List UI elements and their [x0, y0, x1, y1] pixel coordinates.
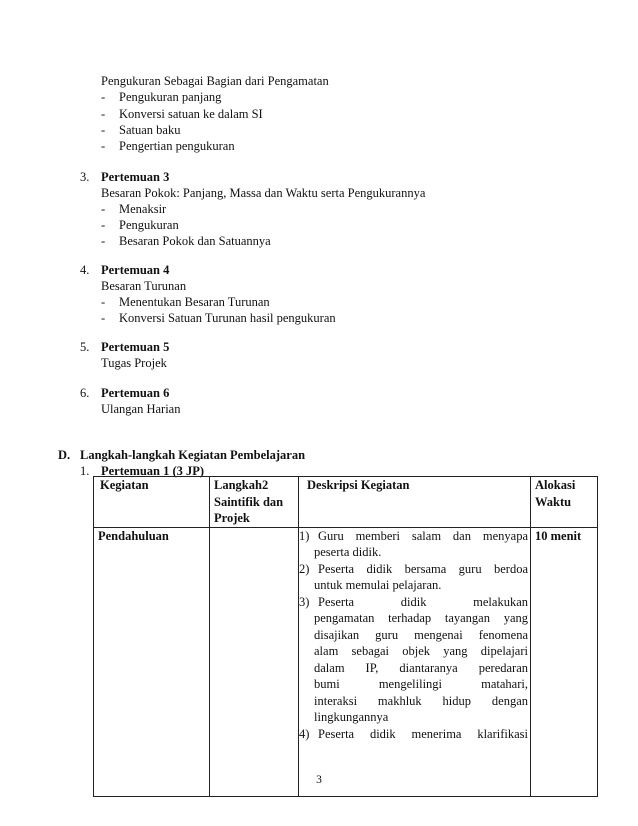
meeting-title: Pertemuan 4: [101, 263, 170, 277]
list-item: [101, 201, 166, 218]
header-langkah-line1: Langkah2: [214, 478, 269, 492]
meeting-number: 3.: [80, 170, 90, 184]
intro-list-item: [101, 138, 235, 155]
description-line: [299, 660, 528, 677]
activity-table: [93, 476, 598, 797]
header-kegiatan: Kegiatan: [94, 477, 210, 528]
list-dash: -: [101, 107, 106, 121]
list-dash: -: [101, 139, 106, 153]
list-dash: -: [101, 234, 106, 248]
meeting-subtitle: Ulangan Harian: [101, 402, 181, 416]
description-line: [299, 528, 528, 545]
list-item: [101, 217, 179, 234]
list-dash: -: [101, 123, 106, 137]
description-number: [299, 709, 314, 726]
list-dash: -: [101, 218, 106, 232]
header-alokasi-line1: Alokasi: [535, 478, 576, 492]
description-text: interaksi makhluk hidup dengan: [314, 693, 528, 708]
list-item-text: Konversi satuan ke dalam SI: [119, 107, 263, 121]
description-text: Peserta didik bersama guru berdoa: [318, 561, 528, 576]
meeting-subtitle: Besaran Turunan: [101, 279, 187, 293]
list-item: [101, 310, 336, 327]
header-langkah-line2: Saintifik dan: [214, 494, 284, 509]
list-item-text: Pengukuran panjang: [119, 90, 222, 104]
meeting-title: Pertemuan 5: [101, 340, 170, 354]
intro-list-item: [101, 106, 263, 123]
description-number: [299, 693, 314, 710]
subsection-title: Pertemuan 1 (3 JP): [101, 464, 205, 478]
subsection-num: 1.: [80, 464, 90, 478]
list-dash: -: [101, 202, 106, 216]
description-line: [299, 726, 528, 743]
cell-kegiatan: Pendahuluan: [94, 527, 210, 796]
description-text: dalam IP, diantaranya peredaran: [314, 660, 528, 675]
description-line: [299, 627, 528, 644]
list-dash: -: [101, 311, 106, 325]
description-line: [299, 610, 528, 627]
description-list: [299, 528, 528, 796]
description-number: 3): [299, 594, 310, 609]
intro-list-item: [101, 122, 180, 139]
page-number: 3: [316, 774, 322, 786]
header-alokasi: [531, 477, 598, 528]
description-text: lingkungannya: [314, 710, 389, 724]
meeting-title: Pertemuan 6: [101, 386, 170, 400]
description-line: [299, 594, 528, 611]
cell-alokasi: 10 menit: [531, 527, 598, 796]
description-number: [299, 577, 314, 594]
description-number: [299, 627, 314, 644]
section-d-title: Langkah-langkah Kegiatan Pembelajaran: [80, 448, 306, 462]
list-item-text: Pengukuran: [119, 218, 179, 232]
list-item-text: Pengertian pengukuran: [119, 139, 235, 153]
cell-langkah: [210, 527, 299, 796]
table-row: [94, 527, 598, 796]
section-d-letter: D.: [58, 448, 71, 462]
meeting-number: 4.: [80, 263, 90, 277]
description-line: [299, 693, 528, 710]
meeting-subtitle: Tugas Projek: [101, 356, 167, 370]
meeting-subtitle: Besaran Pokok: Panjang, Massa dan Waktu serta Pengukurannya: [101, 186, 426, 200]
meeting-number: 6.: [80, 386, 90, 400]
header-alokasi-line2: Waktu: [535, 494, 572, 509]
description-text: alam sebagai objek yang dipelajari: [314, 644, 528, 658]
description-line: [299, 544, 528, 561]
description-text: Guru memberi salam dan menyapa: [318, 528, 528, 543]
list-item-text: Menaksir: [119, 202, 167, 216]
table-header-row: [94, 477, 598, 528]
description-number: 2): [299, 561, 310, 576]
list-item-text: Konversi Satuan Turunan hasil pengukuran: [119, 311, 336, 325]
description-number: [299, 676, 314, 693]
description-text: bumi mengelilingi matahari,: [314, 677, 528, 691]
description-number: [299, 610, 314, 627]
description-line: [299, 577, 528, 594]
header-langkah: [210, 477, 299, 528]
description-text: Peserta didik menerima klarifikasi: [318, 726, 528, 741]
description-line: [299, 709, 528, 726]
description-number: 1): [299, 528, 310, 543]
header-deskripsi: Deskripsi Kegiatan: [299, 477, 531, 528]
meeting-title: Pertemuan 3: [101, 170, 170, 184]
list-dash: -: [101, 295, 106, 309]
list-item-text: Besaran Pokok dan Satuannya: [119, 234, 271, 248]
description-number: [299, 660, 314, 677]
description-text: Peserta didik melakukan: [318, 594, 528, 609]
header-langkah-line3: Projek: [214, 511, 250, 525]
description-text: untuk memulai pelajaran.: [314, 578, 442, 592]
description-number: [299, 544, 314, 561]
description-line: [299, 643, 528, 660]
description-text: peserta didik.: [314, 545, 382, 559]
intro-list-item: [101, 89, 221, 106]
list-dash: -: [101, 90, 106, 104]
description-number: [299, 643, 314, 660]
list-item: [101, 294, 270, 311]
description-line: [299, 676, 528, 693]
list-item-text: Satuan baku: [119, 123, 181, 137]
list-item: [101, 233, 271, 250]
intro-heading: Pengukuran Sebagai Bagian dari Pengamatan: [101, 74, 329, 88]
meeting-number: 5.: [80, 340, 90, 354]
description-text: disajikan guru mengenai fenomena: [314, 627, 528, 642]
cell-deskripsi: [299, 527, 531, 796]
description-text: pengamatan terhadap tayangan yang: [314, 611, 528, 625]
description-number: 4): [299, 726, 310, 741]
description-line: [299, 561, 528, 578]
list-item-text: Menentukan Besaran Turunan: [119, 295, 270, 309]
